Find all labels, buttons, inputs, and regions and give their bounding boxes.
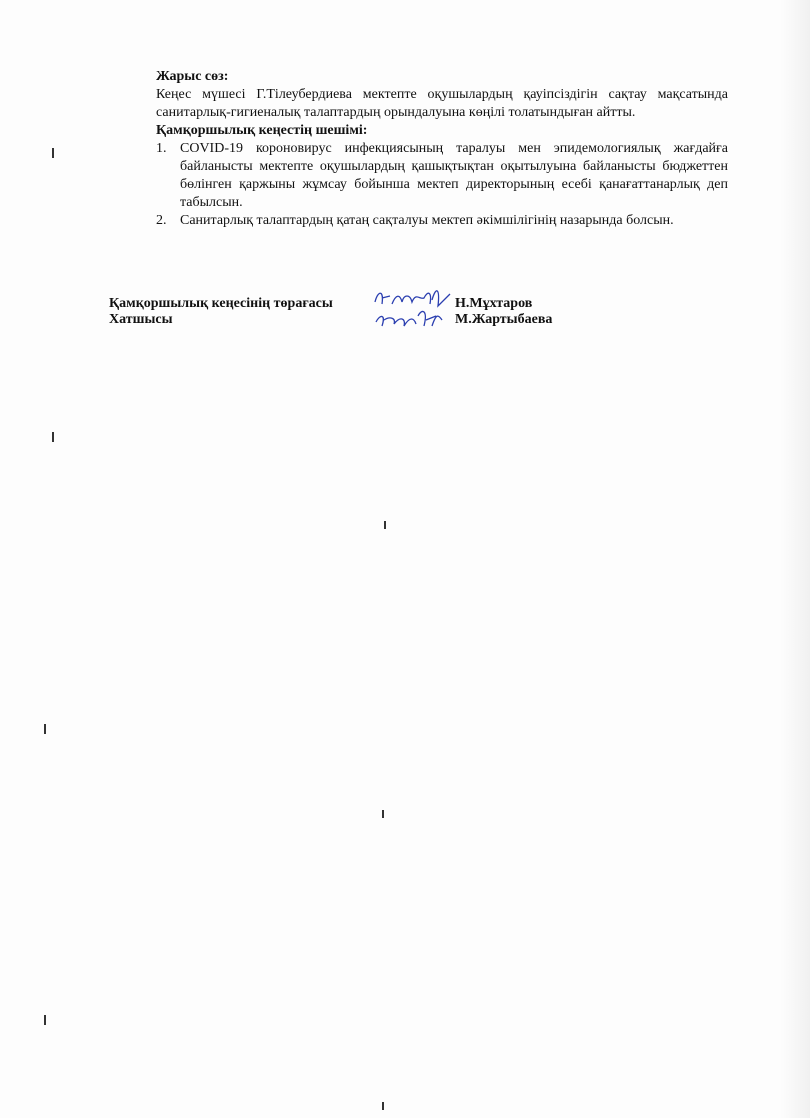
signature-titles — [109, 296, 333, 328]
scan-mark — [52, 148, 54, 158]
signature-names — [455, 296, 552, 328]
decision-item — [156, 212, 728, 230]
secretary-name: М.Жартыбаева — [455, 312, 553, 327]
secretary-title: Хатшысы — [109, 312, 173, 327]
decision-heading: Қамқоршылық кеңестің шешімі: — [156, 123, 368, 138]
scan-mark — [384, 521, 386, 529]
decision-item — [156, 140, 728, 212]
handwritten-signature — [370, 280, 460, 340]
scan-mark — [52, 432, 54, 442]
chair-name: Н.Мұхтаров — [455, 296, 533, 311]
scan-mark — [382, 1102, 384, 1110]
scan-mark — [382, 810, 384, 818]
scan-edge-shadow — [780, 0, 810, 1118]
decision-text: COVID-19 короновирус инфекциясының таралуы мен эпидемологиялық жағдайға байланысты мектепте оқушылардың қашықтықтан оқытылуына байланысты бюджеттен бөлінген қаржыны жұмсау бойынша мектеп директорының есебі қанағаттанарлық деп табылсын. — [180, 141, 728, 210]
decision-number: 2. — [156, 213, 167, 228]
decision-list — [156, 140, 728, 230]
chair-title: Қамқоршылық кеңесінің төрағасы — [109, 296, 333, 311]
scan-mark — [44, 1015, 46, 1025]
speech-section — [156, 68, 728, 230]
scan-mark — [44, 724, 46, 734]
speech-text: Кеңес мүшесі Г.Тілеубердиева мектепте оқушылардың қауіпсіздігін сақтау мақсатында санитарлық-гигиеналық талаптардың орындалуына көңілі толатындыған айтты. — [156, 87, 728, 120]
speech-heading: Жарыс сөз: — [156, 69, 229, 84]
decision-number: 1. — [156, 141, 167, 156]
decision-text: Санитарлық талаптардың қатаң сақталуы мектеп әкімшілігінің назарында болсын. — [180, 213, 674, 228]
